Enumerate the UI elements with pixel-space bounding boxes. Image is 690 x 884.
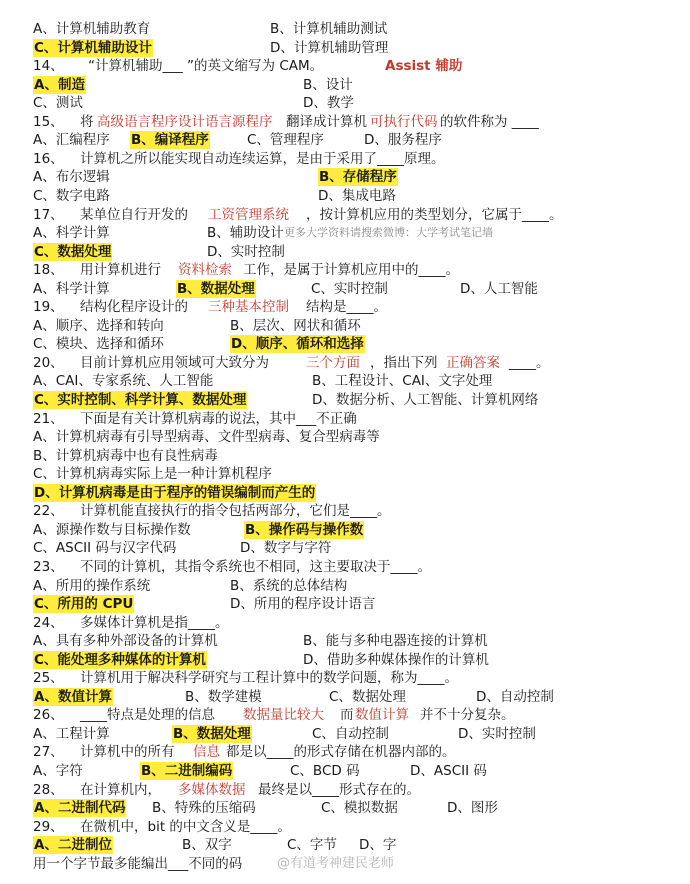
text-segment: B、数学建模 xyxy=(185,688,262,705)
text-segment: B、双字 xyxy=(182,837,232,854)
text-segment: 下面是有关计算机病毒的说法，其中___不正确 xyxy=(80,410,357,427)
text-segment: 三种基本控制 xyxy=(208,299,289,316)
text-segment: 而 xyxy=(340,707,354,724)
text-line xyxy=(0,706,690,724)
text-segment: 结构是____。 xyxy=(306,299,387,316)
text-segment: 25、 xyxy=(33,670,64,687)
text-line xyxy=(0,298,690,316)
text-line xyxy=(0,651,690,669)
text-segment: A、源操作数与目标操作数 xyxy=(33,521,191,538)
text-segment: D、ASCII 码 xyxy=(410,763,487,779)
text-segment: 某单位自行开发的 xyxy=(80,206,188,223)
text-line xyxy=(0,187,690,205)
text-segment: A、具有多种外部设备的计算机 xyxy=(33,633,218,650)
text-segment: B、辅助设计 xyxy=(207,225,284,242)
highlighted-answer: B、数据处理 xyxy=(177,280,255,297)
highlighted-answer: D、计算机病毒是由于程序的错误编制而产生的 xyxy=(34,484,316,501)
text-line xyxy=(0,614,690,632)
text-segment: 20、 xyxy=(33,354,64,371)
text-segment: 17、 xyxy=(33,206,64,223)
text-line xyxy=(0,558,690,576)
text-segment: A、字符 xyxy=(33,763,83,779)
text-line xyxy=(0,410,690,428)
text-segment: C、模块、选择和循环 xyxy=(33,336,164,353)
text-segment: 22、 xyxy=(33,503,64,520)
text-line xyxy=(0,76,690,94)
text-line xyxy=(0,781,690,799)
text-segment: D、集成电路 xyxy=(318,187,396,204)
text-line xyxy=(0,669,690,687)
text-segment: C、字节 xyxy=(287,837,337,854)
highlighted-answer: C、计算机辅助设计 xyxy=(34,39,152,56)
text-line xyxy=(0,20,690,38)
text-line xyxy=(0,632,690,650)
highlighted-answer: D、顺序、循环和选择 xyxy=(231,336,364,353)
text-segment: D、所用的程序设计语言 xyxy=(230,596,376,613)
text-segment: D、数字与字符 xyxy=(240,540,332,557)
text-line xyxy=(0,502,690,520)
text-segment: A、计算机辅助教育 xyxy=(33,21,151,37)
text-segment: B、计算机辅助测试 xyxy=(270,21,388,37)
text-segment: 在计算机内， xyxy=(80,781,161,798)
text-line xyxy=(0,595,690,613)
text-segment: B、能与多种电器连接的计算机 xyxy=(303,633,488,650)
text-line xyxy=(0,94,690,112)
text-segment: 27、 xyxy=(33,744,64,761)
text-line xyxy=(0,317,690,335)
text-segment: 的软件称为 ____ xyxy=(440,113,539,130)
highlighted-answer: A、制造 xyxy=(34,76,85,93)
text-segment: D、字 xyxy=(359,837,397,854)
text-segment: 将 xyxy=(80,113,94,130)
text-segment: C、计算机病毒实际上是一种计算机程序 xyxy=(33,466,272,483)
text-segment: 用计算机进行 xyxy=(80,262,161,279)
highlighted-answer: A、二进制代码 xyxy=(34,800,126,817)
text-segment: A、所用的操作系统 xyxy=(33,577,151,594)
text-segment: C、BCD 码 xyxy=(290,763,360,779)
text-line xyxy=(0,206,690,224)
text-segment: C、实时控制 xyxy=(311,280,388,297)
text-line xyxy=(0,688,690,706)
text-segment: 19、 xyxy=(33,299,64,316)
text-segment: D、图形 xyxy=(447,800,498,817)
highlighted-answer: C、数据处理 xyxy=(34,243,112,260)
text-line xyxy=(0,224,690,242)
text-segment: D、人工智能 xyxy=(460,280,538,297)
text-segment: D、教学 xyxy=(303,95,354,112)
text-segment: A、汇编程序 xyxy=(33,132,110,149)
text-line xyxy=(0,818,690,836)
text-segment: A、科学计算 xyxy=(33,225,110,242)
text-line xyxy=(0,243,690,261)
text-segment: 计算机中的所有 xyxy=(80,744,175,761)
text-segment: B、工程设计、CAI、文字处理 xyxy=(312,373,493,390)
text-segment: 28、 xyxy=(33,781,64,798)
text-line xyxy=(0,168,690,186)
text-segment: 26、 xyxy=(33,707,64,724)
highlighted-answer: B、存储程序 xyxy=(319,169,397,186)
text-segment: D、自动控制 xyxy=(476,688,554,705)
highlighted-answer: B、编译程序 xyxy=(131,132,209,149)
text-segment: ____特点是处理的信息 xyxy=(80,707,215,724)
highlighted-answer: C、所用的 CPU xyxy=(34,596,134,613)
text-line xyxy=(0,131,690,149)
text-segment: C、模拟数据 xyxy=(321,800,398,817)
text-segment: C、管理程序 xyxy=(247,132,324,149)
text-segment: A、CAI、专家系统、人工智能 xyxy=(33,373,214,390)
text-segment: 用一个字节最多能编出___不同的码 xyxy=(33,855,243,872)
text-segment: 并不十分复杂。 xyxy=(420,707,515,724)
highlighted-answer: A、二进制位 xyxy=(34,837,112,854)
text-segment: D、计算机辅助管理 xyxy=(270,39,389,56)
text-segment: 更多大学资料请搜索微博：大学考试笔记墙 xyxy=(284,226,493,240)
text-line xyxy=(0,280,690,298)
text-segment: B、特殊的压缩码 xyxy=(152,800,256,817)
text-line xyxy=(0,465,690,483)
text-segment: 资料检索 xyxy=(178,262,232,279)
text-segment: D、实时控制 xyxy=(207,243,285,260)
highlighted-answer: A、数值计算 xyxy=(34,688,112,705)
text-segment: ，按计算机应用的类型划分，它属于____。 xyxy=(306,206,563,223)
text-segment: D、借助多种媒体操作的计算机 xyxy=(303,651,489,668)
text-segment: C、自动控制 xyxy=(312,725,389,742)
text-segment: 在微机中，bit 的中文含义是____。 xyxy=(80,818,291,835)
text-segment: 不同的计算机，其指令系统也不相同，这主要取决于____。 xyxy=(80,558,431,575)
text-line xyxy=(0,725,690,743)
text-segment: A、顺序、选择和转向 xyxy=(33,317,164,334)
text-line xyxy=(0,150,690,168)
text-line xyxy=(0,39,690,57)
text-segment: A、工程计算 xyxy=(33,725,110,742)
text-segment: B、计算机病毒中也有良性病毒 xyxy=(33,447,218,464)
text-line xyxy=(0,855,690,873)
text-segment: C、测试 xyxy=(33,95,83,112)
text-segment: 可执行代码 xyxy=(370,113,438,130)
text-line xyxy=(0,577,690,595)
text-segment: 信息 xyxy=(193,744,220,761)
text-segment: 多媒体数据 xyxy=(178,781,246,798)
text-line xyxy=(0,521,690,539)
text-segment: 计算机之所以能实现自动连续运算，是由于采用了____原理。 xyxy=(80,150,445,167)
text-segment: C、ASCII 码与汉字代码 xyxy=(33,540,177,557)
text-segment: “计算机辅助___ ”的英文缩写为 CAM。 xyxy=(88,58,324,75)
text-line xyxy=(0,484,690,502)
text-segment: 最终是以____形式存在的。 xyxy=(258,781,420,798)
text-line xyxy=(0,57,690,75)
text-segment: D、实时控制 xyxy=(458,725,536,742)
text-segment: 工作，是属于计算机应用中的____。 xyxy=(243,262,459,279)
text-line xyxy=(0,391,690,409)
text-segment: 数值计算 xyxy=(355,707,409,724)
text-segment: 15、 xyxy=(33,113,64,130)
text-segment: 高级语言程序设计语言源程序 xyxy=(97,113,273,130)
text-segment: ，指出下列 xyxy=(370,354,438,371)
text-segment: 三个方面 xyxy=(306,354,360,371)
text-segment: 正确答案 xyxy=(446,354,500,371)
text-line xyxy=(0,836,690,854)
highlighted-answer: B、操作码与操作数 xyxy=(245,521,364,538)
text-segment: 16、 xyxy=(33,150,64,167)
text-line xyxy=(0,799,690,817)
text-segment: 24、 xyxy=(33,614,64,631)
text-segment: A、科学计算 xyxy=(33,280,110,297)
text-segment: 计算机能直接执行的指令包括两部分，它们是____。 xyxy=(80,503,391,520)
text-segment: 都是以____的形式存储在机器内部的。 xyxy=(226,744,456,761)
text-line xyxy=(0,539,690,557)
text-segment: 14、 xyxy=(33,58,64,75)
text-segment: 翻译成计算机 xyxy=(286,113,367,130)
text-segment: C、数字电路 xyxy=(33,187,110,204)
text-segment: 23、 xyxy=(33,558,64,575)
text-segment: D、服务程序 xyxy=(364,132,442,149)
text-line xyxy=(0,762,690,780)
text-line xyxy=(0,428,690,446)
text-segment: B、层次、网状和循环 xyxy=(230,317,361,334)
text-line xyxy=(0,447,690,465)
text-segment: 目前计算机应用领域可大致分为 xyxy=(80,354,269,371)
text-line xyxy=(0,261,690,279)
highlighted-answer: C、实时控制、科学计算、数据处理 xyxy=(34,392,247,408)
text-line xyxy=(0,113,690,131)
text-line xyxy=(0,335,690,353)
watermark-text: @有道考神建民老师 xyxy=(277,855,395,871)
text-line xyxy=(0,372,690,390)
text-segment: A、计算机病毒有引导型病毒、文件型病毒、复合型病毒等 xyxy=(33,429,380,446)
text-segment: Assist 辅助 xyxy=(385,58,463,75)
text-segment: 结构化程序设计的 xyxy=(80,299,188,316)
text-segment: ____。 xyxy=(509,354,550,371)
text-segment: 计算机用于解决科学研究与工程计算中的数学问题，称为____。 xyxy=(80,670,458,687)
text-segment: C、数据处理 xyxy=(329,688,406,705)
text-segment: A、布尔逻辑 xyxy=(33,169,110,186)
text-segment: B、系统的总体结构 xyxy=(230,577,348,594)
text-segment: B、设计 xyxy=(303,76,353,93)
text-segment: 29、 xyxy=(33,818,64,835)
text-line xyxy=(0,743,690,761)
text-segment: D、数据分析、人工智能、计算机网络 xyxy=(312,392,539,408)
text-segment: 多媒体计算机是指____。 xyxy=(80,614,229,631)
highlighted-answer: B、数据处理 xyxy=(173,725,251,742)
highlighted-answer: C、能处理多种媒体的计算机 xyxy=(34,651,206,668)
text-segment: 18、 xyxy=(33,262,64,279)
text-line xyxy=(0,354,690,372)
highlighted-answer: B、二进制编码 xyxy=(141,763,233,779)
text-segment: 工资管理系统 xyxy=(208,206,289,223)
text-segment: 21、 xyxy=(33,410,64,427)
text-segment: 数据量比较大 xyxy=(243,707,324,724)
